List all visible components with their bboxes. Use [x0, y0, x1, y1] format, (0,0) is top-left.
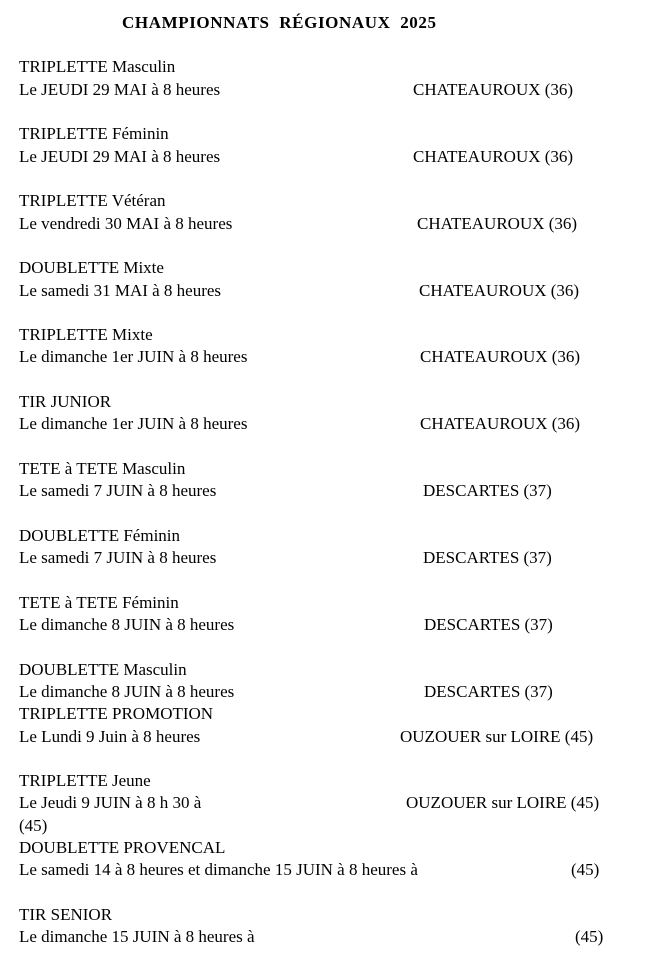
- event-location: CHATEAUROUX (36): [417, 214, 578, 233]
- event-location: DESCARTES (37): [423, 481, 552, 500]
- event-location: CHATEAUROUX (36): [420, 347, 581, 366]
- event-location: CHATEAUROUX (36): [419, 281, 580, 300]
- event-name: TIR JUNIOR: [19, 392, 112, 411]
- event-date: Le samedi 31 MAI à 8 heures: [19, 281, 222, 300]
- event-date: Le JEUDI 29 MAI à 8 heures: [19, 80, 221, 99]
- event-name: DOUBLETTE Féminin: [19, 526, 181, 545]
- event-location: CHATEAUROUX (36): [420, 414, 581, 433]
- event-name: TRIPLETTE Féminin: [19, 124, 169, 143]
- event-name: DOUBLETTE PROVENCAL: [19, 838, 226, 857]
- event-location: OUZOUER sur LOIRE (45): [400, 727, 594, 746]
- event-name: TRIPLETTE Masculin: [19, 57, 176, 76]
- event-date: Le Lundi 9 Juin à 8 heures: [19, 727, 201, 746]
- page-title: CHAMPIONNATS RÉGIONAUX 2025: [122, 13, 437, 32]
- event-date: Le JEUDI 29 MAI à 8 heures: [19, 147, 221, 166]
- event-location: OUZOUER sur LOIRE (45): [406, 793, 600, 812]
- event-date: Le dimanche 8 JUIN à 8 heures: [19, 682, 235, 701]
- event-name: TRIPLETTE Mixte: [19, 325, 153, 344]
- event-name: DOUBLETTE Mixte: [19, 258, 164, 277]
- event-date: Le samedi 7 JUIN à 8 heures: [19, 481, 217, 500]
- event-name: TRIPLETTE Jeune: [19, 771, 151, 790]
- event-date: Le dimanche 1er JUIN à 8 heures: [19, 414, 248, 433]
- event-name: TETE à TETE Féminin: [19, 593, 179, 612]
- event-date: Le vendredi 30 MAI à 8 heures: [19, 214, 233, 233]
- event-date: Le dimanche 15 JUIN à 8 heures à: [19, 927, 255, 946]
- event-location: DESCARTES (37): [423, 548, 552, 567]
- event-name: TETE à TETE Masculin: [19, 459, 186, 478]
- event-date: Le dimanche 1er JUIN à 8 heures: [19, 347, 248, 366]
- event-location: (45): [571, 860, 600, 879]
- event-name: TIR SENIOR: [19, 905, 113, 924]
- event-name: TRIPLETTE PROMOTION: [19, 704, 214, 723]
- event-name: DOUBLETTE Masculin: [19, 660, 187, 679]
- event-name: TRIPLETTE Vétéran: [19, 191, 166, 210]
- event-location: CHATEAUROUX (36): [413, 147, 574, 166]
- event-location: CHATEAUROUX (36): [413, 80, 574, 99]
- event-date: Le samedi 14 à 8 heures et dimanche 15 JUIN à 8 heures à: [19, 860, 418, 879]
- event-date: Le dimanche 8 JUIN à 8 heures: [19, 615, 235, 634]
- event-location: (45): [575, 927, 604, 946]
- event-extra: (45): [19, 816, 48, 835]
- event-date: Le Jeudi 9 JUIN à 8 h 30 à: [19, 793, 202, 812]
- event-location: DESCARTES (37): [424, 682, 553, 701]
- event-date: Le samedi 7 JUIN à 8 heures: [19, 548, 217, 567]
- event-location: DESCARTES (37): [424, 615, 553, 634]
